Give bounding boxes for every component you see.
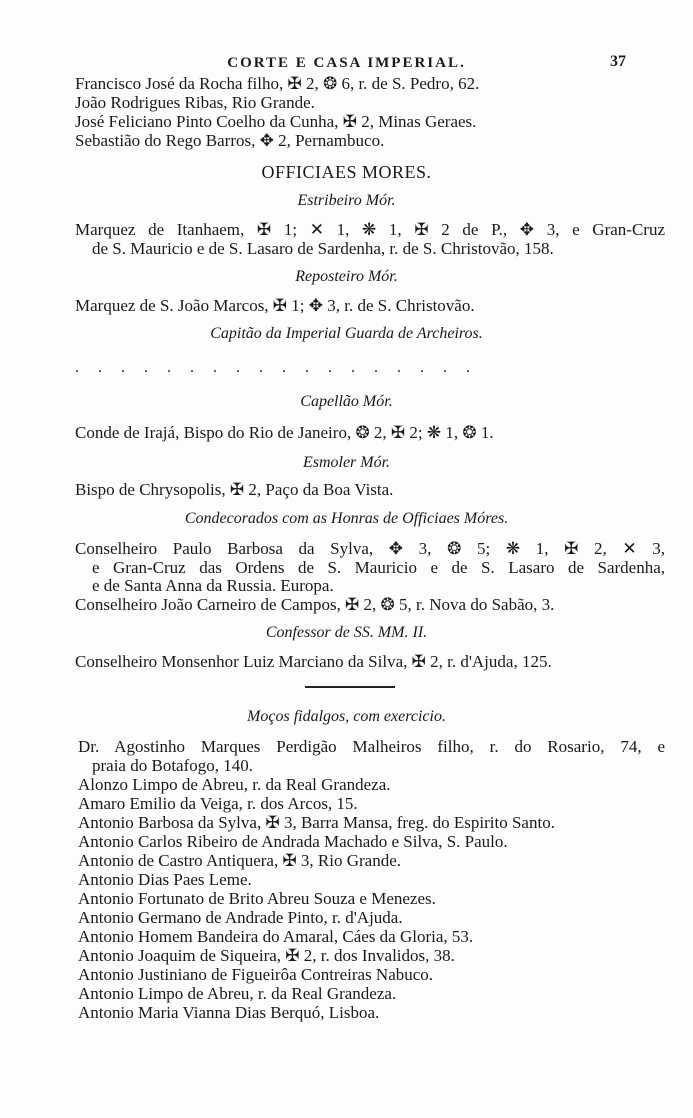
entry: Marquez de Itanhaem, ✠ 1; ✕ 1, ❋ 1, ✠ 2 de P., ✥ 3, e Gran-Cruz [75,220,665,239]
entry: Antonio Homem Bandeira do Amaral, Cáes da Gloria, 53. [78,927,474,946]
entry-continuation: de S. Mauricio e de S. Lasaro de Sardenha, r. de S. Christovão, 158. [92,239,554,258]
entry-continuation: praia do Botafogo, 140. [92,756,253,775]
entry: Antonio Fortunato de Brito Abreu Souza e Menezes. [78,889,436,908]
entry: Conselheiro João Carneiro de Campos, ✠ 2, ❂ 5, r. Nova do Sabão, 3. [75,595,555,614]
running-header: CORTE E CASA IMPERIAL. [227,55,466,71]
entry: Francisco José da Rocha filho, ✠ 2, ❂ 6, r. de S. Pedro, 62. [75,74,480,93]
subheading-capitao: Capitão da Imperial Guarda de Archeiros. [210,325,483,342]
entry: Antonio de Castro Antiquera, ✠ 3, Rio Grande. [78,851,402,870]
entry: Sebastião do Rego Barros, ✥ 2, Pernambuco. [75,131,385,150]
entry: Conselheiro Paulo Barbosa da Sylva, ✥ 3, ❂ 5; ❋ 1, ✠ 2, ✕ 3, [75,539,665,558]
subheading-capellao: Capellão Mór. [300,393,393,410]
entry: Dr. Agostinho Marques Perdigão Malheiros filho, r. do Rosario, 74, e [78,737,665,756]
subheading-esmoler: Esmoler Mór. [302,454,391,471]
page-number: 37 [610,53,626,70]
entry: João Rodrigues Ribas, Rio Grande. [75,93,315,112]
entry-continuation: e Gran-Cruz das Ordens de S. Mauricio e de S. Lasaro de Sardenha, [92,558,665,577]
entry: Antonio Barbosa da Sylva, ✠ 3, Barra Mansa, freg. do Espirito Santo. [78,813,555,832]
subheading-reposteiro: Reposteiro Mór. [295,268,398,285]
entry: Amaro Emilio da Veiga, r. dos Arcos, 15. [78,794,358,813]
entry: Conde de Irajá, Bispo do Rio de Janeiro, ❂ 2, ✠ 2; ❋ 1, ❂ 1. [75,423,494,442]
entry: Antonio Justiniano de Figueirôa Contreiras Nabuco. [78,965,434,984]
section-title: OFFICIAES MORES. [261,162,432,182]
divider-rule [305,686,395,688]
vacant-dots: . . . . . . . . . . . . . . . . . . [75,359,470,376]
entry: Antonio Maria Vianna Dias Berquó, Lisboa. [78,1003,380,1022]
subheading-mocos: Moços fidalgos, com exercicio. [247,708,446,725]
entry: Antonio Germano de Andrade Pinto, r. d'Ajuda. [78,908,403,927]
entry: Bispo de Chrysopolis, ✠ 2, Paço da Boa Vista. [75,480,394,499]
entry: Marquez de S. João Marcos, ✠ 1; ✥ 3, r. de S. Christovão. [75,296,475,315]
entry: Antonio Limpo de Abreu, r. da Real Grandeza. [78,984,397,1003]
entry: Antonio Carlos Ribeiro de Andrada Machado e Silva, S. Paulo. [78,832,508,851]
entry: Alonzo Limpo de Abreu, r. da Real Grandeza. [78,775,391,794]
entry: Conselheiro Monsenhor Luiz Marciano da Silva, ✠ 2, r. d'Ajuda, 125. [75,652,552,671]
entry: Antonio Joaquim de Siqueira, ✠ 2, r. dos Invalidos, 38. [78,946,455,965]
entry-continuation: e de Santa Anna da Russia. Europa. [92,576,334,595]
entry: Antonio Dias Paes Leme. [78,870,252,889]
subheading-confessor: Confessor de SS. MM. II. [265,624,428,641]
subheading-estribeiro: Estribeiro Mór. [297,192,396,209]
subheading-condecorados: Condecorados com as Honras de Officiaes Móres. [184,510,509,527]
entry: José Feliciano Pinto Coelho da Cunha, ✠ 2, Minas Geraes. [75,112,477,131]
